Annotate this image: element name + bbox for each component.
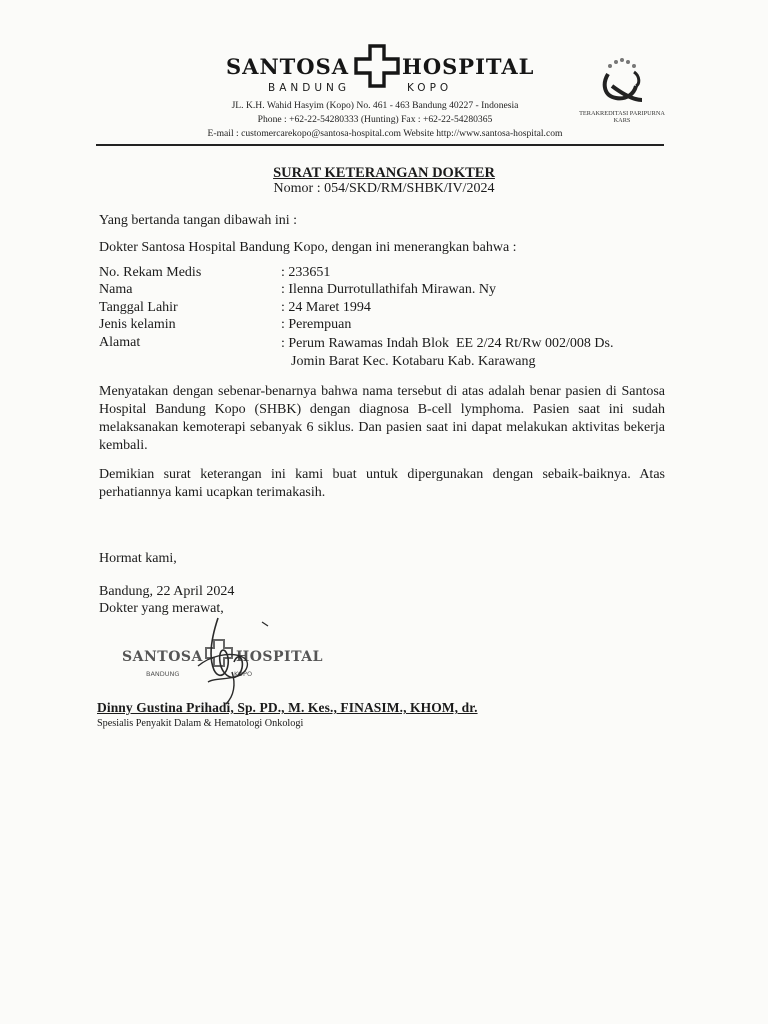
field-row-gender xyxy=(99,317,659,334)
field-value: : 233651 xyxy=(281,265,331,280)
field-value: : Perempuan xyxy=(281,317,352,333)
hospital-name-right: HOSPITAL xyxy=(402,54,535,79)
document-title: SURAT KETERANGAN DOKTER xyxy=(273,165,495,181)
accreditation-text: TERAKREDITASI PARIPURNA xyxy=(579,110,665,117)
kars-logo-icon xyxy=(592,56,652,108)
letterhead-divider xyxy=(96,144,664,146)
field-label: Alamat xyxy=(99,334,141,350)
field-label: Nama xyxy=(99,282,133,298)
field-value xyxy=(281,335,613,371)
doctor-name: Dinny Gustina Prihadi, Sp. PD., M. Kes., FINASIM., KHOM, dr. xyxy=(97,700,478,715)
stamp-name-left: SANTOSA xyxy=(122,649,203,665)
stamp-name-right: HOSPITAL xyxy=(236,649,323,665)
statement-paragraph: Menyatakan dengan sebenar-benarnya bahwa nama tersebut di atas adalah benar pasien di Santosa Hospital Bandung Kopo (SHBK) dengan diagnosa B-cell lymphoma. Pasien saat ini sudah melaksanakan kemoterapi sebanyak 6 siklus. Dan pasien saat ini dapat melakukan aktivitas bekerja kembali. xyxy=(99,384,665,453)
doctor-specialty: Spesialis Penyakit Dalam & Hematologi Onkologi xyxy=(97,718,304,729)
field-row-birthdate xyxy=(99,300,659,317)
document-number: Nomor : 054/SKD/RM/SHBK/IV/2024 xyxy=(273,181,495,196)
field-row-address xyxy=(99,335,659,371)
stamp-branch: KOPO xyxy=(234,670,253,678)
field-row-medical-record xyxy=(99,265,659,282)
stamp-city: BANDUNG xyxy=(146,670,180,678)
field-label: No. Rekam Medis xyxy=(99,265,202,280)
closing-paragraph: Demikian surat keterangan ini kami buat untuk dipergunakan dengan sebaik-baiknya. Atas perhatiannya kami ucapkan terimakasih. xyxy=(99,467,665,500)
accreditation-badge xyxy=(570,56,674,132)
field-label: Jenis kelamin xyxy=(99,317,176,333)
address-line-1: : Perum Rawamas Indah Blok EE 2/24 Rt/Rw 002/008 Ds. xyxy=(281,335,614,351)
salutation: Hormat kami, xyxy=(99,551,177,566)
hospital-city: BANDUNG xyxy=(268,82,351,94)
field-row-name xyxy=(99,282,659,299)
hospital-logo xyxy=(226,44,546,94)
intro-line: Yang bertanda tangan dibawah ini : xyxy=(99,213,298,228)
santosa-cross-icon xyxy=(354,44,400,88)
place-date: Bandung, 22 April 2024 xyxy=(99,584,235,599)
hospital-contact: E-mail : customercarekopo@santosa-hospital.com Website http://www.santosa-hospital.com xyxy=(207,128,563,139)
hospital-phone: Phone : +62-22-54280333 (Hunting) Fax : +62-22-54280365 xyxy=(257,114,493,125)
hospital-name-left: SANTOSA xyxy=(226,54,350,79)
field-value: : Ilenna Durrotullathifah Mirawan. Ny xyxy=(281,282,496,298)
hospital-address: JL. K.H. Wahid Hasyim (Kopo) No. 461 - 463 Bandung 40227 - Indonesia xyxy=(231,100,519,111)
field-value: : 24 Maret 1994 xyxy=(281,299,371,315)
signer-role: Dokter yang merawat, xyxy=(99,601,224,616)
statement-line: Dokter Santosa Hospital Bandung Kopo, dengan ini menerangkan bahwa : xyxy=(99,240,517,255)
address-line-2: Jomin Barat Kec. Kotabaru Kab. Karawang xyxy=(291,353,536,369)
accreditation-body: KARS xyxy=(613,117,631,124)
hospital-branch: KOPO xyxy=(407,82,453,94)
field-label: Tanggal Lahir xyxy=(99,299,178,315)
doctor-signature xyxy=(168,612,288,708)
patient-details xyxy=(99,265,659,371)
